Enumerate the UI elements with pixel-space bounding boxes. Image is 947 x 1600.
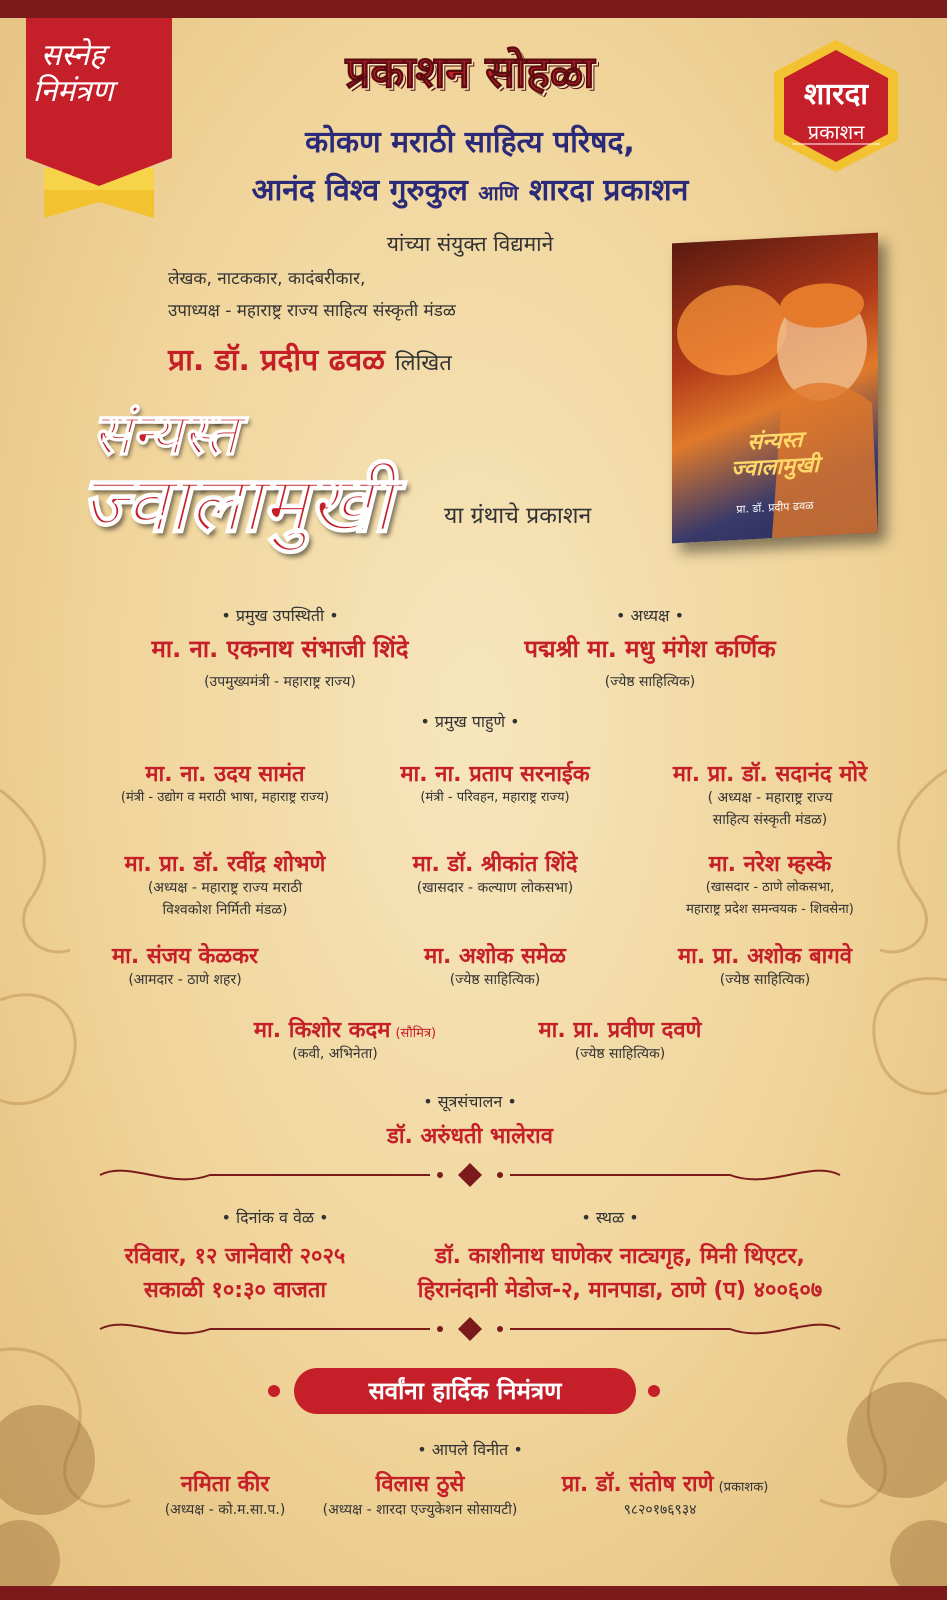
book-title-line-2: ज्वालामुखी xyxy=(80,459,392,550)
chief-name: मा. ना. एकनाथ संभाजी शिंदे xyxy=(151,635,409,663)
ribbon-label xyxy=(0,38,146,110)
organizer-line-1: कोकण मराठी साहित्य परिषद, xyxy=(305,125,635,160)
event-title: प्रकाशन सोहळा xyxy=(345,47,595,98)
guest-name: मा. प्रा. अशोक बागवे xyxy=(677,944,852,969)
signatory-desc: (अध्यक्ष - शारदा एज्युकेशन सोसायटी) xyxy=(322,1502,518,1518)
guest-desc: (खासदार - ठाणे लोकसभा, xyxy=(705,880,835,895)
date-line-2: सकाळी १०:३० वाजता xyxy=(143,1278,327,1303)
organizer-gurukul: आनंद विश्व गुरुकुल xyxy=(251,173,468,208)
signatory-name: नमिता कीर xyxy=(180,1472,270,1497)
guest-desc: (मंत्री - उद्योग व मराठी भाषा, महाराष्ट्र राज्य) xyxy=(120,790,330,805)
venue-heading: • स्थळ • xyxy=(581,1208,639,1227)
guest-alias: (सौमित्र) xyxy=(395,1026,437,1041)
guest-name: मा. संजय केळकर xyxy=(112,944,258,969)
host-heading: • सूत्रसंचालन • xyxy=(423,1092,517,1111)
guest-name: मा. किशोर कदम xyxy=(253,1018,391,1043)
book-cover-title-2: ज्वालामुखी xyxy=(731,451,819,483)
venue-line-1: डॉ. काशीनाथ घाणेकर नाट्यगृह, मिनी थिएटर, xyxy=(435,1244,805,1269)
guest-desc: (अध्यक्ष - महाराष्ट्र राज्य मराठी xyxy=(147,880,303,896)
date-heading: • दिनांक व वेळ • xyxy=(221,1208,329,1227)
venue-line-2: हिरानंदानी मेडोज-२, मानपाडा, ठाणे (प) ४००६०७ xyxy=(417,1278,823,1303)
organizer-line-2 xyxy=(160,168,780,209)
author-desc-2: उपाध्यक्ष - महाराष्ट्र राज्य साहित्य संस्कृती मंडळ xyxy=(168,301,456,321)
president-desc: (ज्येष्ठ साहित्यिक) xyxy=(604,674,696,690)
ornament-divider-top xyxy=(90,1160,850,1190)
guest-desc: ( अध्यक्ष - महाराष्ट्र राज्य xyxy=(707,790,833,806)
guest-desc: (मंत्री - परिवहन, महाराष्ट्र राज्य) xyxy=(420,790,570,805)
written-by: लिखित xyxy=(394,351,452,376)
guest-desc: (कवी, अभिनेता) xyxy=(292,1046,378,1062)
ribbon-line2: निमंत्रण xyxy=(32,74,114,109)
guest-desc-2: महाराष्ट्र प्रदेश समन्वयक - शिवसेना) xyxy=(686,902,854,917)
author-desc-1: लेखक, नाटककार, कादंबरीकार, xyxy=(168,269,366,289)
author-line xyxy=(168,338,452,379)
signatory-name: विलास ठुसे xyxy=(375,1472,465,1497)
publisher-logo-name: शारदा xyxy=(803,77,869,112)
chief-heading: • प्रमुख उपस्थिती • xyxy=(221,606,339,625)
guest-name: मा. डॉ. श्रीकांत शिंदे xyxy=(412,852,578,877)
invitation-banner: सर्वांना हार्दिक निमंत्रण xyxy=(294,1368,636,1414)
bullet-left xyxy=(268,1385,280,1397)
yours-heading: • आपले विनीत • xyxy=(417,1440,523,1459)
guest-desc: (खासदार - कल्याण लोकसभा) xyxy=(416,880,574,896)
president-name: पद्मश्री मा. मधु मंगेश कर्णिक xyxy=(524,635,776,663)
jointly-text: यांच्या संयुक्त विद्यमाने xyxy=(386,232,554,256)
guest-desc: (आमदार - ठाणे शहर) xyxy=(128,972,242,988)
president-heading: • अध्यक्ष • xyxy=(615,606,685,625)
ribbon-line1: सस्नेह xyxy=(40,38,106,73)
guest-name: मा. ना. प्रताप सरनाईक xyxy=(400,762,590,787)
signatory-phone: ९८२०१७६९३४ xyxy=(623,1502,697,1518)
guest-kishor xyxy=(200,1014,490,1044)
organizer-sharada: शारदा प्रकाशन xyxy=(528,173,689,208)
author-name: प्रा. डॉ. प्रदीप ढवळ xyxy=(168,343,385,378)
guest-desc: (ज्येष्ठ साहित्यिक) xyxy=(449,972,541,988)
guests-heading: • प्रमुख पाहुणे • xyxy=(420,712,520,731)
bullet-right xyxy=(648,1385,660,1397)
publisher-logo-sub: प्रकाशन xyxy=(807,120,865,144)
signatory-name: प्रा. डॉ. संतोष राणे xyxy=(561,1472,714,1497)
chief-desc: (उपमुख्यमंत्री - महाराष्ट्र राज्य) xyxy=(204,674,356,690)
guest-name: मा. ना. उदय सामंत xyxy=(145,762,305,787)
date-line-1: रविवार, १२ जानेवारी २०२५ xyxy=(124,1244,346,1269)
book-cover-title-1: संन्यस्त xyxy=(747,426,803,456)
guest-desc: (ज्येष्ठ साहित्यिक) xyxy=(574,1046,666,1062)
guest-name: मा. नरेश म्हस्के xyxy=(708,852,832,877)
guest-name: मा. प्रा. प्रवीण दवणे xyxy=(538,1018,702,1043)
guest-desc-2: विश्वकोश निर्मिती मंडळ) xyxy=(162,902,288,918)
signatory-desc: (अध्यक्ष - को.म.सा.प.) xyxy=(164,1502,286,1518)
signatory-publisher xyxy=(540,1468,790,1498)
book-title-line-1: संन्यस्त xyxy=(92,400,238,468)
ornament-divider-bottom xyxy=(90,1314,850,1344)
guest-name: मा. प्रा. डॉ. रवींद्र शोभणे xyxy=(124,852,326,877)
release-text: या ग्रंथाचे प्रकाशन xyxy=(444,503,592,529)
guest-desc-2: साहित्य संस्कृती मंडळ) xyxy=(712,812,828,828)
host-name: डॉ. अरुंधती भालेराव xyxy=(387,1124,553,1149)
guest-name: मा. अशोक समेळ xyxy=(424,944,566,969)
book-cover-author: प्रा. डॉ. प्रदीप ढवळ xyxy=(736,498,814,517)
guest-name: मा. प्रा. डॉ. सदानंद मोरे xyxy=(672,762,868,787)
organizer-and: आणि xyxy=(478,181,519,205)
signatory-role: (प्रकाशक) xyxy=(718,1480,769,1495)
bottom-border xyxy=(0,1586,947,1600)
book-cover-image xyxy=(672,233,878,544)
book-cover-title xyxy=(672,423,878,486)
guest-desc: (ज्येष्ठ साहित्यिक) xyxy=(719,972,811,988)
